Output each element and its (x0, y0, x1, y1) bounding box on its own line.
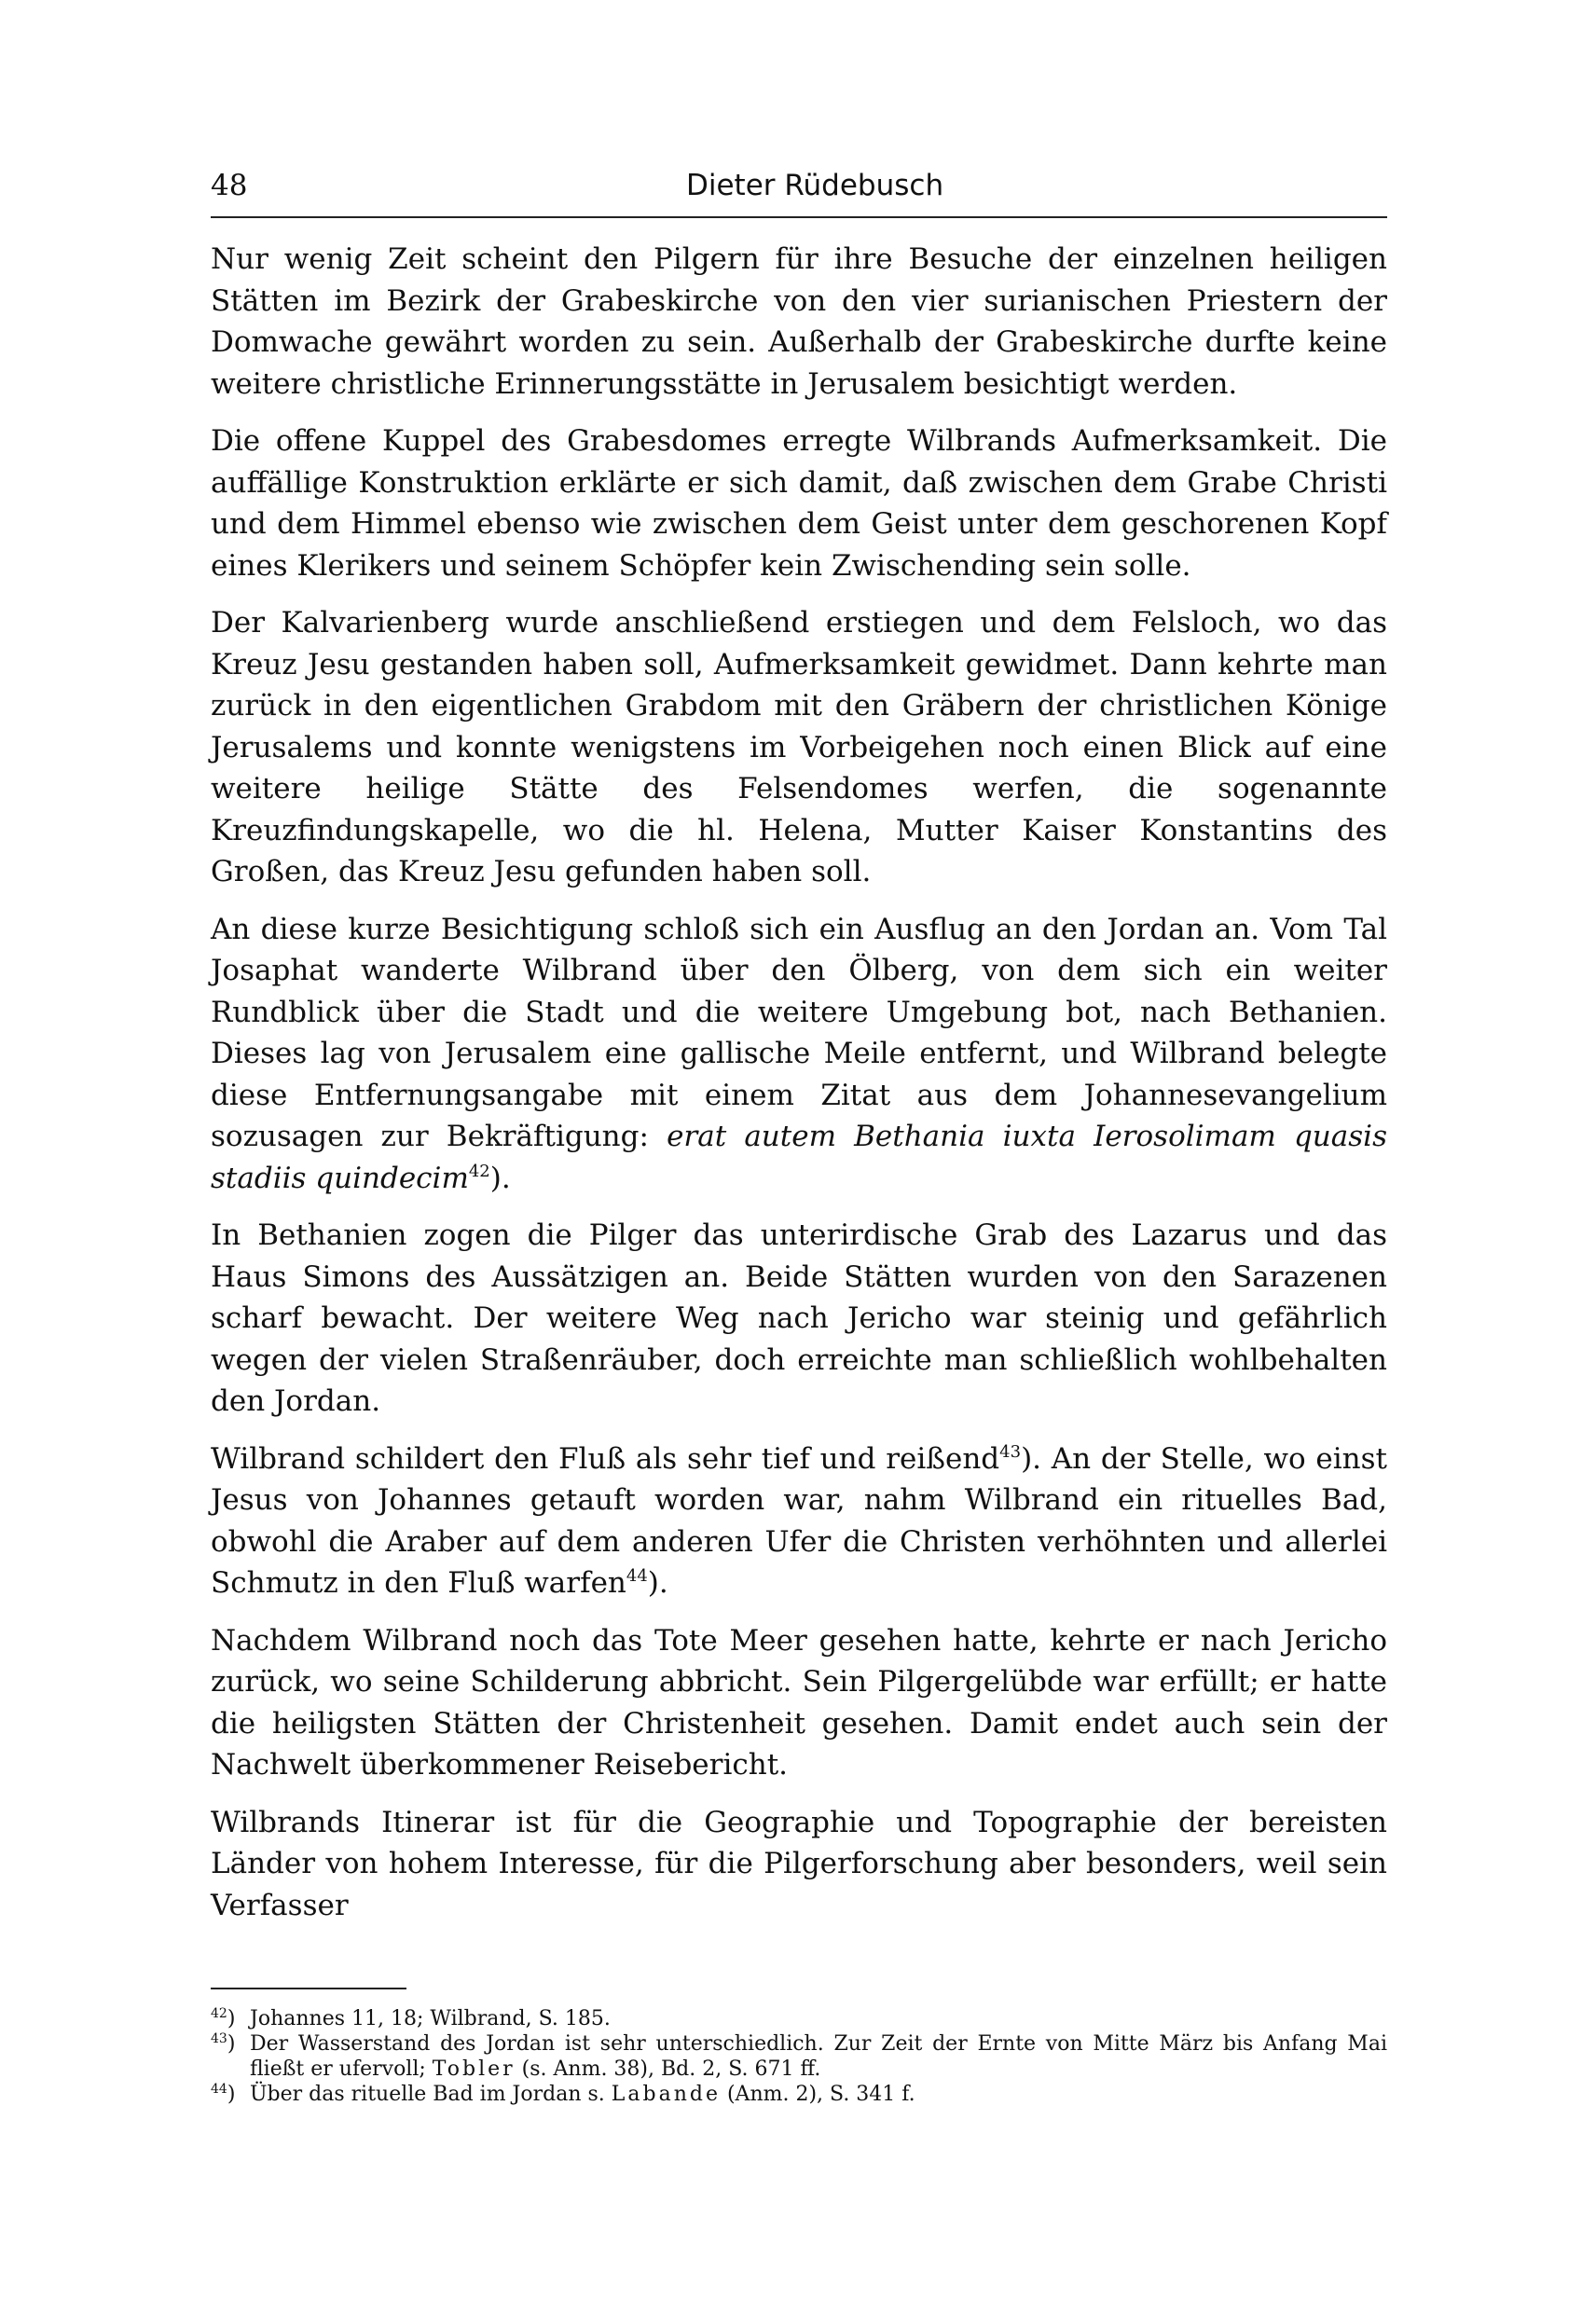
footnote-text-part: Der Wasserstand des Jordan ist sehr unterschiedlich. Zur Zeit der Ernte von Mitte März bis Anfang Mai fließt er ufervoll; (250, 2032, 1387, 2081)
footnote (211, 2082, 1387, 2107)
paragraph-text: An diese kurze Besichtigung schloß sich ein Ausflug an den Jordan an. Vom Tal Josaphat wanderte Wilbrand über den Ölberg, von dem sich ein weiter Rundblick über die Stadt und die weitere Umgebung bot, nach Bethanien. Dieses lag von Jerusalem eine gallische Meile entfernt, und Wilbrand belegte diese Entfernungsangabe mit einem Zitat aus dem Johannesevangelium sozusagen zur Bekräftigung: (211, 912, 1387, 1153)
footnote-text-part: Über das rituelle Bad im Jordan s. (250, 2083, 612, 2106)
footnote-reference: 43 (999, 1441, 1022, 1462)
running-head: Dieter Rüdebusch (686, 169, 944, 202)
paragraph-text: ). (489, 1161, 511, 1195)
paragraph (211, 909, 1387, 1200)
footnote-marker: $^{44}$) (211, 2082, 236, 2106)
paragraph: Wilbrands Itinerar ist für die Geographie und Topographie der bereisten Länder von hohem Interesse, für die Pilgerforschung aber besonders, weil sein Verfasser (211, 1805, 1387, 1922)
footnote-text (250, 2031, 1387, 2082)
footnote-reference: 44 (626, 1566, 648, 1586)
paragraph: In Bethanien zogen die Pilger das unterirdische Grab des Lazarus und das Haus Simons des Aussätzigen an. Beide Stätten wurden von den Sarazenen scharf bewacht. Der weitere Weg nach Jericho war steinig und gefährlich wegen der vielen Straßenräuber, doch erreichte man schließlich wohlbehalten den Jordan. (211, 1218, 1387, 1418)
body-text (211, 239, 1387, 1926)
footnote-number: 42 (211, 2006, 227, 2021)
paragraph: Nur wenig Zeit scheint den Pilgern für ihre Besuche der einzelnen heiligen Stätten im Bezirk der Grabeskirche von den vier surianischen Priestern der Domwache gewährt worden zu sein. Außerhalb der Grabeskirche durfte keine weitere christliche Erinnerungsstätte in Jerusalem besichtigt werden. (211, 242, 1387, 401)
footnote-text: Johannes 11, 18; Wilbrand, S. 185. (250, 2007, 611, 2030)
footnote-marker: $^{42}$) (211, 2006, 236, 2030)
paragraph: Die offene Kuppel des Grabesdomes erregte Wilbrands Aufmerksamkeit. Die auffällige Konstruktion erklärte er sich damit, daß zwischen dem Grabe Christi und dem Himmel ebenso wie zwischen dem Geist unter dem geschorenen Kopf eines Klerikers und seinem Schöpfer kein Zwischending sein solle. (211, 424, 1387, 583)
cited-author: Tobler (432, 2057, 516, 2081)
footnote-text-part: (Anm. 2), S. 341 f. (720, 2083, 915, 2106)
page-number: 48 (211, 169, 248, 202)
footnote-marker: $^{43}$) (211, 2031, 236, 2056)
cited-author: Labande (611, 2083, 721, 2106)
footnote-number: 44 (211, 2082, 227, 2097)
paragraph-text: Wilbrand schildert den Fluß als sehr tief und reißend (211, 1441, 1000, 1476)
footnote-number: 43 (211, 2031, 227, 2046)
footnote (211, 2031, 1387, 2082)
latin-quotation: erat autem Bethania iuxta Ierosolimam quasis stadiis quindecim (211, 1120, 1387, 1195)
footnote (211, 2006, 1387, 2031)
paragraph (211, 1438, 1387, 1604)
footnotes (211, 2006, 1387, 2107)
paragraph: Nachdem Wilbrand noch das Tote Meer gesehen hatte, kehrte er nach Jericho zurück, wo seine Schilderung abbricht. Sein Pilgergelübde war erfüllt; er hatte die heiligsten Stätten der Christenheit gesehen. Damit endet auch sein der Nachwelt überkommener Reisebericht. (211, 1623, 1387, 1782)
footnote-reference: 42 (468, 1161, 490, 1181)
footnote-text (250, 2082, 1387, 2107)
footnote-divider (211, 1988, 406, 1989)
paragraph-text: ). An der Stelle, wo einst Jesus von Johannes getauft worden war, nahm Wilbrand ein rituelles Bad, obwohl die Araber auf dem anderen Ufer die Christen verhöhnten und allerlei Schmutz in den Fluß warfen (211, 1441, 1387, 1600)
page-header (211, 168, 1387, 218)
paragraph-text: ). (647, 1566, 668, 1600)
footnote-text-part: (s. Anm. 38), Bd. 2, S. 671 ff. (515, 2057, 821, 2081)
paragraph: Der Kalvarienberg wurde anschließend erstiegen und dem Felsloch, wo das Kreuz Jesu gestanden haben soll, Aufmerksamkeit gewidmet. Dann kehrte man zurück in den eigentlichen Grabdom mit den Gräbern der christlichen Könige Jerusalems und konnte wenigstens im Vorbeigehen noch einen Blick auf eine weitere heilige Stätte des Felsendomes werfen, die sogenannte Kreuzfindungskapelle, wo die hl. Helena, Mutter Kaiser Konstantins des Großen, das Kreuz Jesu gefunden haben soll. (211, 606, 1387, 888)
book-page (211, 168, 1387, 2107)
